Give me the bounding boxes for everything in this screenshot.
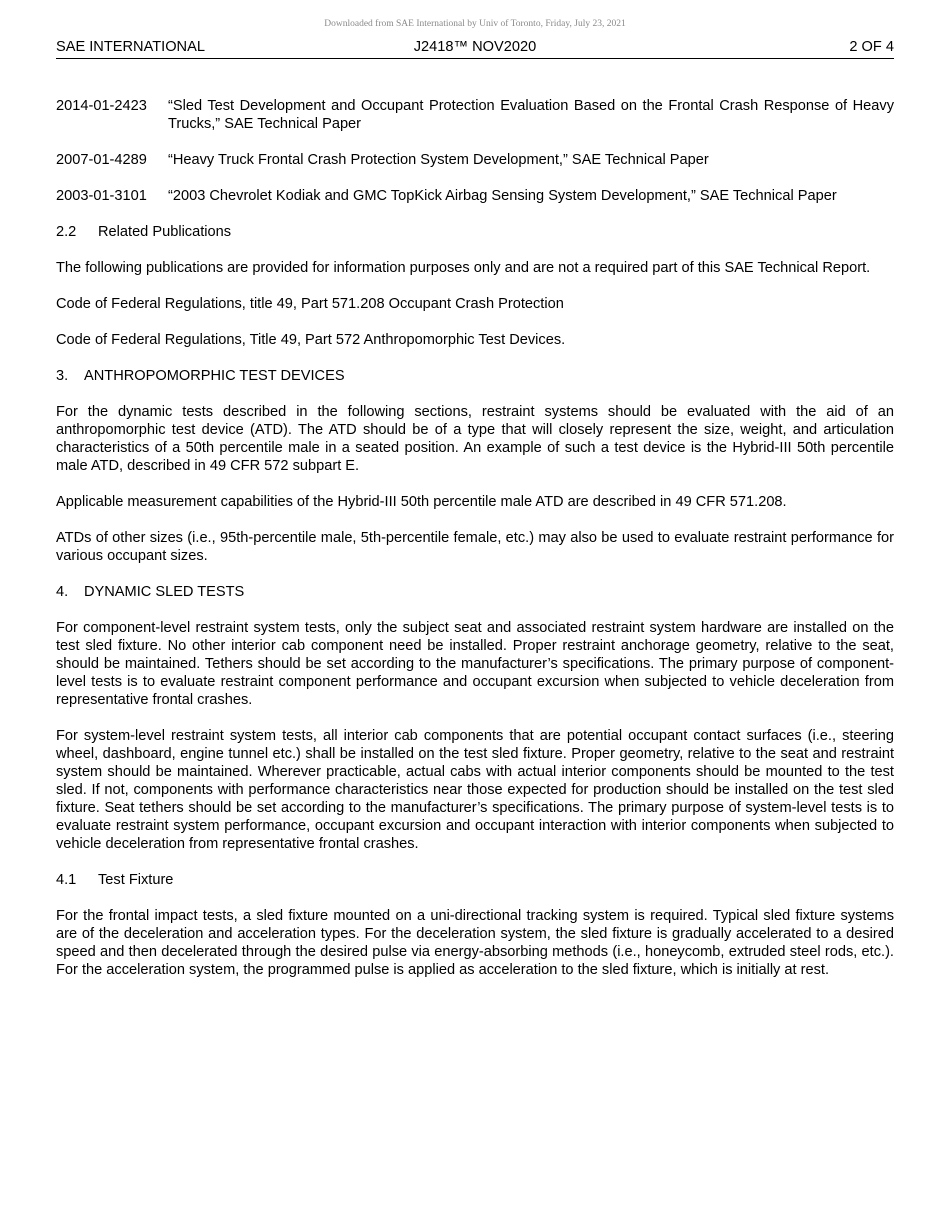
section-paragraph: For system-level restraint system tests, all interior cab components that are potential occupant contact surfaces (i.e., steering wheel, dashboard, engine tunnel etc.) shall be installed on the test sled fixture. Proper geometry, relative to the seat and restraint system should be maintained. Wherever practicable, actual cabs with actual interior components should be mounted to the test sled. If not, components with performance characteristics near those expected for production should be installed on the test sled fixture. Seat tethers should be set according to the manufacturer’s specifications. The primary purpose of system-level tests is to evaluate restraint system performance, occupant excursion and occupant interaction with interior components when subjected to vehicle deceleration from representative frontal crashes. xyxy=(56,728,894,852)
related-publications-intro: The following publications are provided for information purposes only and are not a required part of this SAE Technical Report. xyxy=(56,260,871,276)
section-heading-3 xyxy=(56,367,894,385)
header-page-number: 2 OF 4 xyxy=(849,39,894,55)
document-body xyxy=(56,97,894,997)
header-organization: SAE INTERNATIONAL xyxy=(56,39,205,55)
reference-entry xyxy=(56,97,894,133)
section-paragraph: For component-level restraint system tests, only the subject seat and associated restraint system hardware are installed on the test sled fixture. No other interior cab component need be installed. Proper restraint anchorage geometry, relative to the seat, should be maintained. Tethers should be set according to the manufacturer’s specifications. The primary purpose of component-level tests is to evaluate restraint component performance and occupant excursion when subjected to vehicle deceleration from representative frontal crashes. xyxy=(56,620,894,708)
page-header xyxy=(56,38,894,59)
section-number: 4.1 xyxy=(56,872,77,888)
section-paragraph: ATDs of other sizes (i.e., 95th-percentile male, 5th-percentile female, etc.) may also be used to evaluate restraint performance for various occupant sizes. xyxy=(56,530,894,564)
reference-number: 2014-01-2423 xyxy=(56,98,147,114)
download-watermark: Downloaded from SAE International by Univ of Toronto, Friday, July 23, 2021 xyxy=(324,19,626,29)
related-publication-item: Code of Federal Regulations, title 49, Part 571.208 Occupant Crash Protection xyxy=(56,296,564,312)
related-publication-item: Code of Federal Regulations, Title 49, Part 572 Anthropomorphic Test Devices. xyxy=(56,332,566,348)
section-paragraph: For the frontal impact tests, a sled fixture mounted on a uni-directional tracking system is required. Typical sled fixture systems are of the deceleration and acceleration types. For the deceleration system, the sled fixture is gradually accelerated to a desired speed and then decelerated through the desired pulse via energy-absorbing methods (i.e., honeycomb, extruded steel rods, etc.). For the acceleration system, the programmed pulse is applied as acceleration to the sled fixture, which is initially at rest. xyxy=(56,908,894,978)
reference-entry xyxy=(56,187,894,205)
section-title: Test Fixture xyxy=(98,872,174,888)
section-heading-2-2 xyxy=(56,223,894,241)
reference-number: 2007-01-4289 xyxy=(56,152,147,168)
section-heading-4 xyxy=(56,583,894,601)
reference-entry xyxy=(56,151,894,169)
reference-title: “Sled Test Development and Occupant Protection Evaluation Based on the Frontal Crash Response of Heavy Trucks,” SAE Technical Paper xyxy=(168,98,894,132)
section-number: 4. xyxy=(56,584,69,600)
section-number: 2.2 xyxy=(56,224,77,240)
reference-title: “Heavy Truck Frontal Crash Protection System Development,” SAE Technical Paper xyxy=(168,152,709,168)
section-number: 3. xyxy=(56,368,69,384)
section-heading-4-1 xyxy=(56,871,894,889)
section-title: Related Publications xyxy=(98,224,232,240)
section-title: DYNAMIC SLED TESTS xyxy=(84,584,245,600)
section-title: ANTHROPOMORPHIC TEST DEVICES xyxy=(84,368,345,384)
reference-number: 2003-01-3101 xyxy=(56,188,147,204)
header-document-id: J2418™ NOV2020 xyxy=(413,39,537,55)
section-paragraph: For the dynamic tests described in the following sections, restraint systems should be evaluated with the aid of an anthropomorphic test device (ATD). The ATD should be of a type that will closely represent the size, weight, and articulation characteristics of a 50th percentile male in a seated position. An example of such a test device is the Hybrid-III 50th percentile male ATD, described in 49 CFR 572 subpart E. xyxy=(56,404,894,474)
section-paragraph: Applicable measurement capabilities of the Hybrid-III 50th percentile male ATD are described in 49 CFR 571.208. xyxy=(56,494,787,510)
reference-title: “2003 Chevrolet Kodiak and GMC TopKick Airbag Sensing System Development,” SAE Technical Paper xyxy=(168,188,837,204)
